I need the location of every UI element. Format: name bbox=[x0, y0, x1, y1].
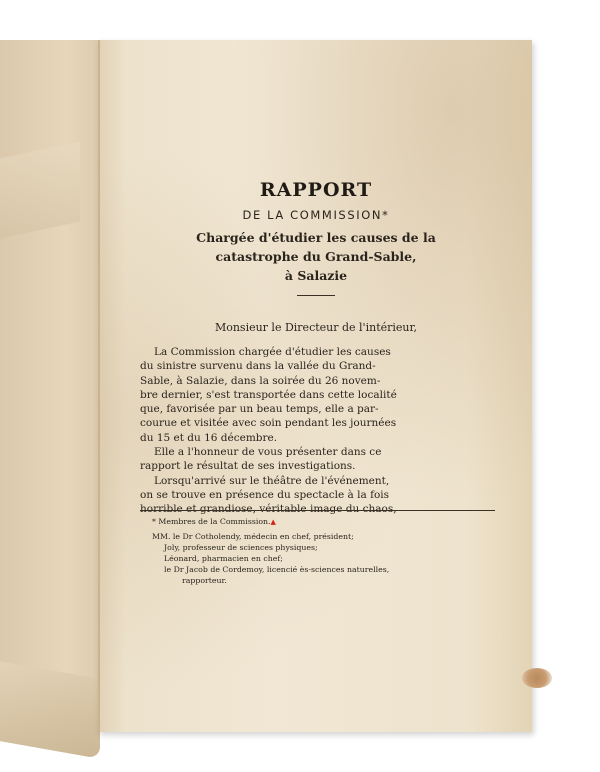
text-line: Elle a l'honneur de vous présenter dans ce bbox=[154, 446, 382, 459]
heading-divider bbox=[297, 295, 335, 296]
text-line: Sable, à Salazie, dans la soirée du 26 novem- bbox=[140, 374, 381, 387]
page-content bbox=[140, 178, 492, 517]
text-line: du sinistre survenu dans la vallée du Grand- bbox=[140, 360, 376, 373]
footnote-member: rapporteur. bbox=[182, 576, 227, 585]
document-heading bbox=[140, 228, 492, 285]
document-subtitle: DE LA COMMISSION* bbox=[242, 208, 390, 222]
page-stain bbox=[522, 668, 552, 688]
text-line: rapport le résultat de ses investigations. bbox=[140, 460, 356, 473]
footnote-member: Joly, professeur de sciences physiques; bbox=[164, 543, 318, 552]
text-line: Lorsqu'arrivé sur le théâtre de l'événement, bbox=[154, 474, 390, 487]
salutation: Monsieur le Directeur de l'intérieur, bbox=[214, 321, 418, 334]
footnote-member: MM. le Dr Cotholendy, médecin en chef, président; bbox=[152, 532, 354, 541]
footnote-member: le Dr Jacob de Cordemoy, licencié ès-sciences naturelles, bbox=[164, 565, 390, 574]
background-page-corner bbox=[0, 661, 100, 759]
heading-line: à Salazie bbox=[284, 268, 348, 283]
text-line: courue et visitée avec soin pendant les journées bbox=[140, 417, 397, 430]
footnote-intro-text: * Membres de la Commission. bbox=[152, 517, 271, 526]
heading-line: catastrophe du Grand-Sable, bbox=[215, 249, 417, 264]
text-line: bre dernier, s'est transportée dans cette localité bbox=[140, 388, 397, 401]
text-line: horrible et grandiose, véritable image du chaos, bbox=[140, 503, 397, 516]
footnote-divider bbox=[140, 510, 495, 511]
heading-line: Chargée d'étudier les causes de la bbox=[196, 230, 436, 245]
footnotes bbox=[152, 516, 512, 586]
text-line: que, favorisée par un beau temps, elle a par- bbox=[140, 403, 379, 416]
background-page-fold bbox=[0, 141, 80, 238]
body-text bbox=[140, 345, 492, 517]
red-mark: ▲ bbox=[270, 518, 276, 526]
text-line: on se trouve en présence du spectacle à la fois bbox=[140, 488, 390, 501]
document-title: RAPPORT bbox=[259, 179, 373, 201]
document-page bbox=[98, 40, 532, 732]
footnote-intro bbox=[152, 516, 512, 528]
text-line: du 15 et du 16 décembre. bbox=[140, 431, 278, 444]
text-line: La Commission chargée d'étudier les causes bbox=[154, 346, 391, 358]
footnote-member: Léonard, pharmacien en chef; bbox=[164, 554, 283, 563]
